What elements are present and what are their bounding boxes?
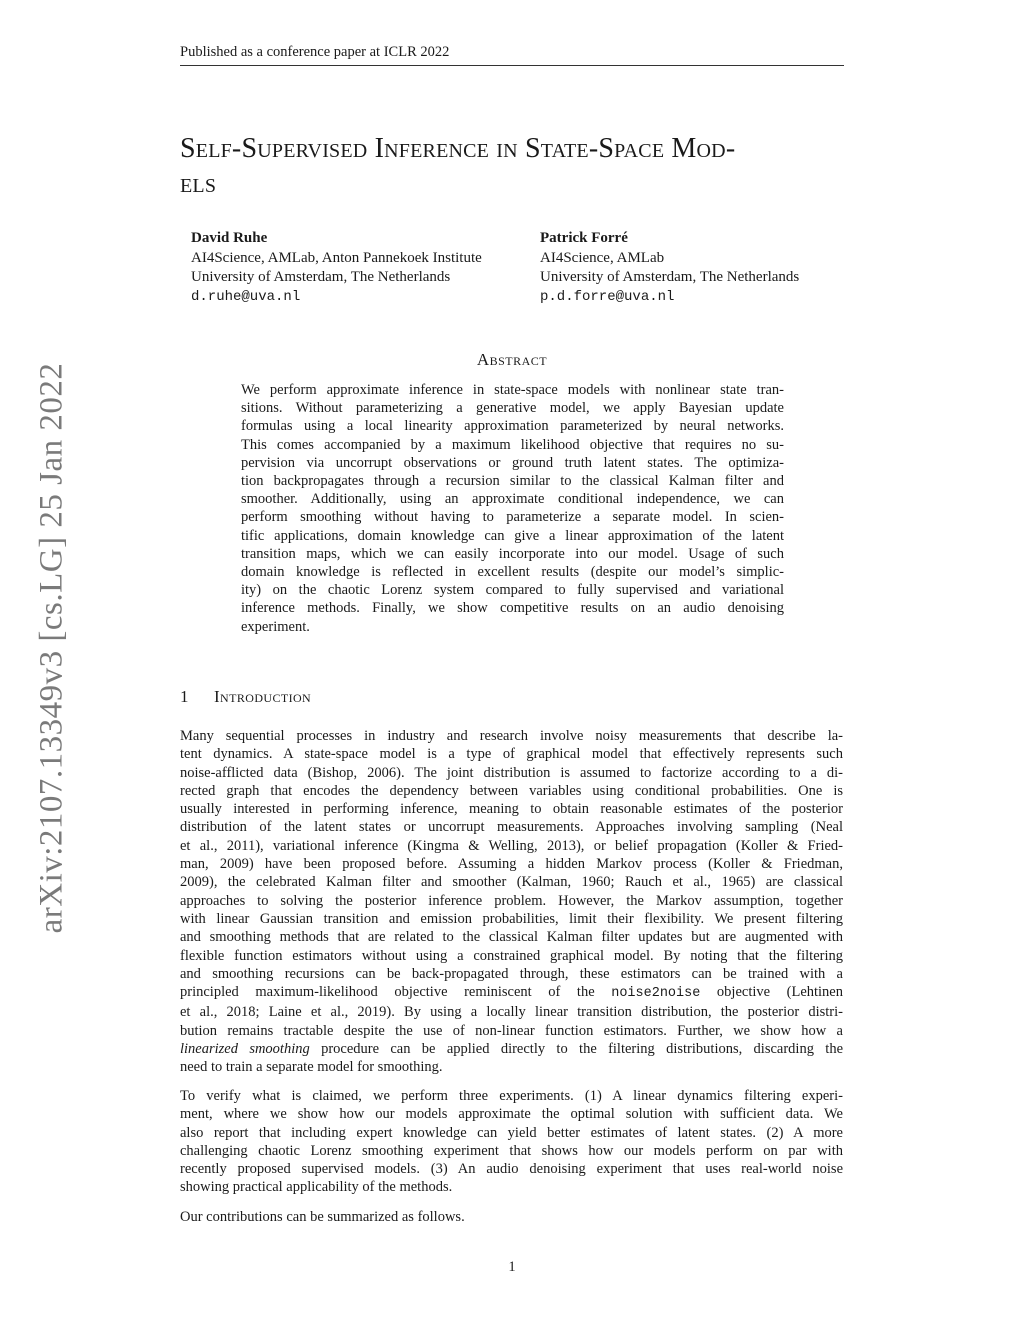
paragraph-line: man, 2009) have been proposed before. Assuming a hidden Markov process (Koller & Friedman,: [180, 856, 843, 873]
paragraph-line: challenging chaotic Lorenz smoothing experiment that shows how our models perform on par with: [180, 1142, 843, 1159]
paragraph-line: with linear Gaussian transition and emission probabilities, limit their flexibility. We present filtering: [180, 910, 843, 927]
abstract-line: sitions. Without parameterizing a generative model, we apply Bayesian update: [241, 400, 784, 417]
paragraph-line: noise-afflicted data (Bishop, 2006). The joint distribution is assumed to factorize according to a di-: [180, 764, 843, 781]
abstract-line: smoother. Additionally, using an approximate conditional independence, we can: [241, 491, 784, 508]
section-number: 1: [180, 687, 189, 706]
paragraph-line: rected graph that encodes the dependency between variables using conditional probabilities. One is: [180, 782, 843, 799]
paragraph-line: Our contributions can be summarized as follows.: [180, 1209, 465, 1225]
paragraph-line: et al., 2011), variational inference (Kingma & Welling, 2013), or belief propagation (Koller & Fried-: [180, 837, 843, 854]
abstract-line: tific applications, domain knowledge can give a linear approximation of the latent: [241, 527, 784, 544]
author-affiliation: AI4Science, AMLab: [540, 249, 665, 266]
paragraph-line: [180, 983, 843, 1003]
abstract-line: domain knowledge is reflected in excellent results (despite our model’s simplic-: [241, 564, 784, 581]
paragraph-line: distribution of the latent states or uncorrupt measurements. Approaches involving sampling (Neal: [180, 819, 843, 836]
intro-paragraph-3: [180, 1208, 843, 1226]
paragraph-line: et al., 2018; Laine et al., 2019). By using a locally linear transition distribution, the posterior distri-: [180, 1004, 843, 1021]
section-title: Introduction: [214, 687, 312, 706]
author-email: p.d.forre@uva.nl: [540, 288, 675, 305]
paragraph-line: usually interested in performing inference, meaning to obtain reasonable estimates of the posterior: [180, 801, 843, 818]
author-block-1: [191, 229, 482, 307]
paragraph-line: 2009), the celebrated Kalman filter and smoother (Kalman, 1960; Rauch et al., 1965) are classical: [180, 874, 843, 891]
abstract-line: inference methods. Finally, we show competitive results on an audio denoising: [241, 600, 784, 617]
paragraph-line: and smoothing methods that are related to the classical Kalman filter updates but are augmented with: [180, 929, 843, 946]
abstract-line: pervision via uncorrupt observations or ground truth latent states. The optimiza-: [241, 454, 784, 471]
paragraph-line: ment, where we show how our models approximate the optimal solution with sufficient data. We: [180, 1106, 843, 1123]
title-line-1: Self-Supervised Inference in State-Space Mod-: [180, 133, 736, 164]
arxiv-identifier: arXiv:2107.13349v3 [cs.LG] 25 Jan 2022: [33, 362, 70, 934]
abstract-line: experiment.: [241, 618, 310, 635]
author-name: David Ruhe: [191, 230, 268, 246]
header-rule: [180, 65, 844, 66]
author-university: University of Amsterdam, The Netherlands: [191, 269, 451, 285]
intro-paragraph-2: [180, 1087, 843, 1197]
author-email: d.ruhe@uva.nl: [191, 288, 301, 305]
paragraph-line: To verify what is claimed, we perform three experiments. (1) A linear dynamics filtering experi-: [180, 1088, 843, 1104]
section-heading: [180, 687, 311, 707]
abstract-line: transition maps, which we can easily incorporate into our model. Usage of such: [241, 545, 784, 562]
page-number: 1: [508, 1259, 516, 1275]
abstract-line: We perform approximate inference in state-space models with nonlinear state tran-: [241, 382, 784, 398]
paragraph-line: [180, 1040, 843, 1058]
paragraph-line: tent dynamics. A state-space model is a type of graphical model that effectively represents such: [180, 746, 843, 763]
author-block-2: [540, 229, 799, 307]
abstract-heading: Abstract: [476, 350, 548, 369]
paragraph-line: showing practical applicability of the methods.: [180, 1179, 453, 1196]
abstract-body: [241, 381, 784, 636]
abstract-line: formulas using a local linearity approximation parameterized by neural networks.: [241, 418, 784, 435]
title-line-2: els: [180, 168, 217, 199]
paragraph-line: bution remains tractable despite the use of non-linear function estimators. Further, we show how a: [180, 1022, 843, 1039]
line-text: objective (Lehtinen: [700, 984, 843, 1001]
inline-code: noise2noise: [611, 986, 701, 1002]
paragraph-line: approaches to solving the posterior inference problem. However, the Markov assumption, together: [180, 892, 843, 909]
paragraph-line: flexible function estimators without using a constrained graphical model. By noting that the filtering: [180, 947, 843, 964]
abstract-line: This comes accompanied by a maximum likelihood objective that requires no su-: [241, 436, 784, 453]
abstract-line: perform smoothing without having to parameterize a separate model. In scien-: [241, 509, 784, 526]
line-text: principled maximum-likelihood objective reminiscent of the: [180, 984, 612, 1001]
intro-paragraph-1: [180, 727, 843, 1077]
paragraph-line: Many sequential processes in industry and research involve noisy measurements that describe la-: [180, 728, 843, 744]
running-header: Published as a conference paper at ICLR 2022: [180, 44, 450, 60]
abstract-line: tion backpropagates through a recursion similar to the classical Kalman filter and: [241, 473, 784, 490]
author-university: University of Amsterdam, The Netherlands: [540, 269, 800, 285]
italic-term: linearized smoothing: [180, 1041, 310, 1058]
paragraph-line: recently proposed supervised models. (3) An audio denoising experiment that uses real-world noise: [180, 1161, 843, 1178]
author-affiliation: AI4Science, AMLab, Anton Pannekoek Institute: [191, 249, 482, 266]
paragraph-line: need to train a separate model for smoothing.: [180, 1059, 443, 1076]
line-text: procedure can be applied directly to the filtering distributions, discarding the: [309, 1041, 843, 1058]
abstract-line: ity) on the chaotic Lorenz system compared to fully supervised and variational: [241, 582, 784, 599]
paper-title: [180, 131, 860, 201]
author-name: Patrick Forré: [540, 230, 628, 246]
paragraph-line: and smoothing recursions can be back-propagated through, these estimators can be trained with a: [180, 965, 843, 982]
paragraph-line: also report that including expert knowledge can yield better estimates of latent states. (2) A more: [180, 1124, 843, 1141]
